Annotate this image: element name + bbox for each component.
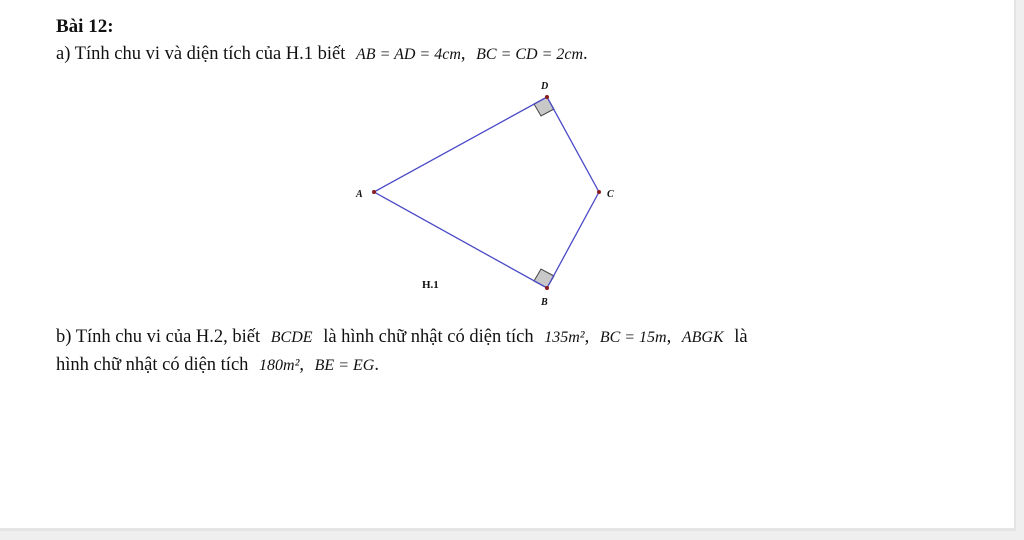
label-d: D bbox=[541, 81, 549, 92]
part-b-sep1: , bbox=[584, 327, 590, 347]
math-bc-15: BC = 15m bbox=[599, 329, 667, 346]
math-bcde: BCDE bbox=[270, 329, 313, 346]
part-b-end: . bbox=[374, 355, 379, 375]
label-c: C bbox=[607, 189, 614, 200]
part-a-statement bbox=[56, 44, 588, 65]
math-area-180: 180m² bbox=[259, 357, 300, 374]
part-a-end: . bbox=[583, 44, 588, 64]
right-angle-mark-b bbox=[534, 269, 554, 288]
part-b-text: b) Tính chu vi của H.2, biết bbox=[56, 327, 261, 347]
right-angle-mark-d bbox=[534, 97, 554, 116]
part-b-text2: là hình chữ nhật có diện tích bbox=[323, 327, 534, 347]
part-b-statement-line1 bbox=[56, 327, 748, 348]
part-b-text3: là bbox=[734, 327, 748, 347]
point-d bbox=[545, 95, 549, 99]
math-area-135: 135m² bbox=[544, 329, 585, 346]
figure-h1 bbox=[340, 74, 640, 314]
math-ab-ad: AB = AD = 4cm bbox=[356, 46, 461, 63]
page-edge-bottom bbox=[0, 531, 1024, 540]
problem-title: Bài 12: bbox=[56, 16, 114, 37]
part-b-sep3: , bbox=[299, 355, 305, 375]
part-b-line2-text: hình chữ nhật có diện tích bbox=[56, 355, 249, 375]
math-bc-cd: BC = CD = 2cm bbox=[476, 46, 584, 63]
part-a-text: a) Tính chu vi và diện tích của H.1 biết bbox=[56, 44, 346, 64]
point-c bbox=[597, 190, 601, 194]
quadrilateral-abcd bbox=[374, 97, 599, 288]
part-a-sep: , bbox=[460, 44, 466, 64]
page-edge-right bbox=[1016, 0, 1024, 540]
math-abgk: ABGK bbox=[681, 329, 724, 346]
label-b: B bbox=[541, 297, 548, 308]
figure-label-h1: H.1 bbox=[422, 279, 439, 291]
math-be-eg: BE = EG bbox=[314, 357, 375, 374]
label-a: A bbox=[356, 189, 363, 200]
point-b bbox=[545, 286, 549, 290]
part-b-sep2: , bbox=[666, 327, 672, 347]
point-a bbox=[372, 190, 376, 194]
part-b-statement-line2 bbox=[56, 355, 379, 376]
